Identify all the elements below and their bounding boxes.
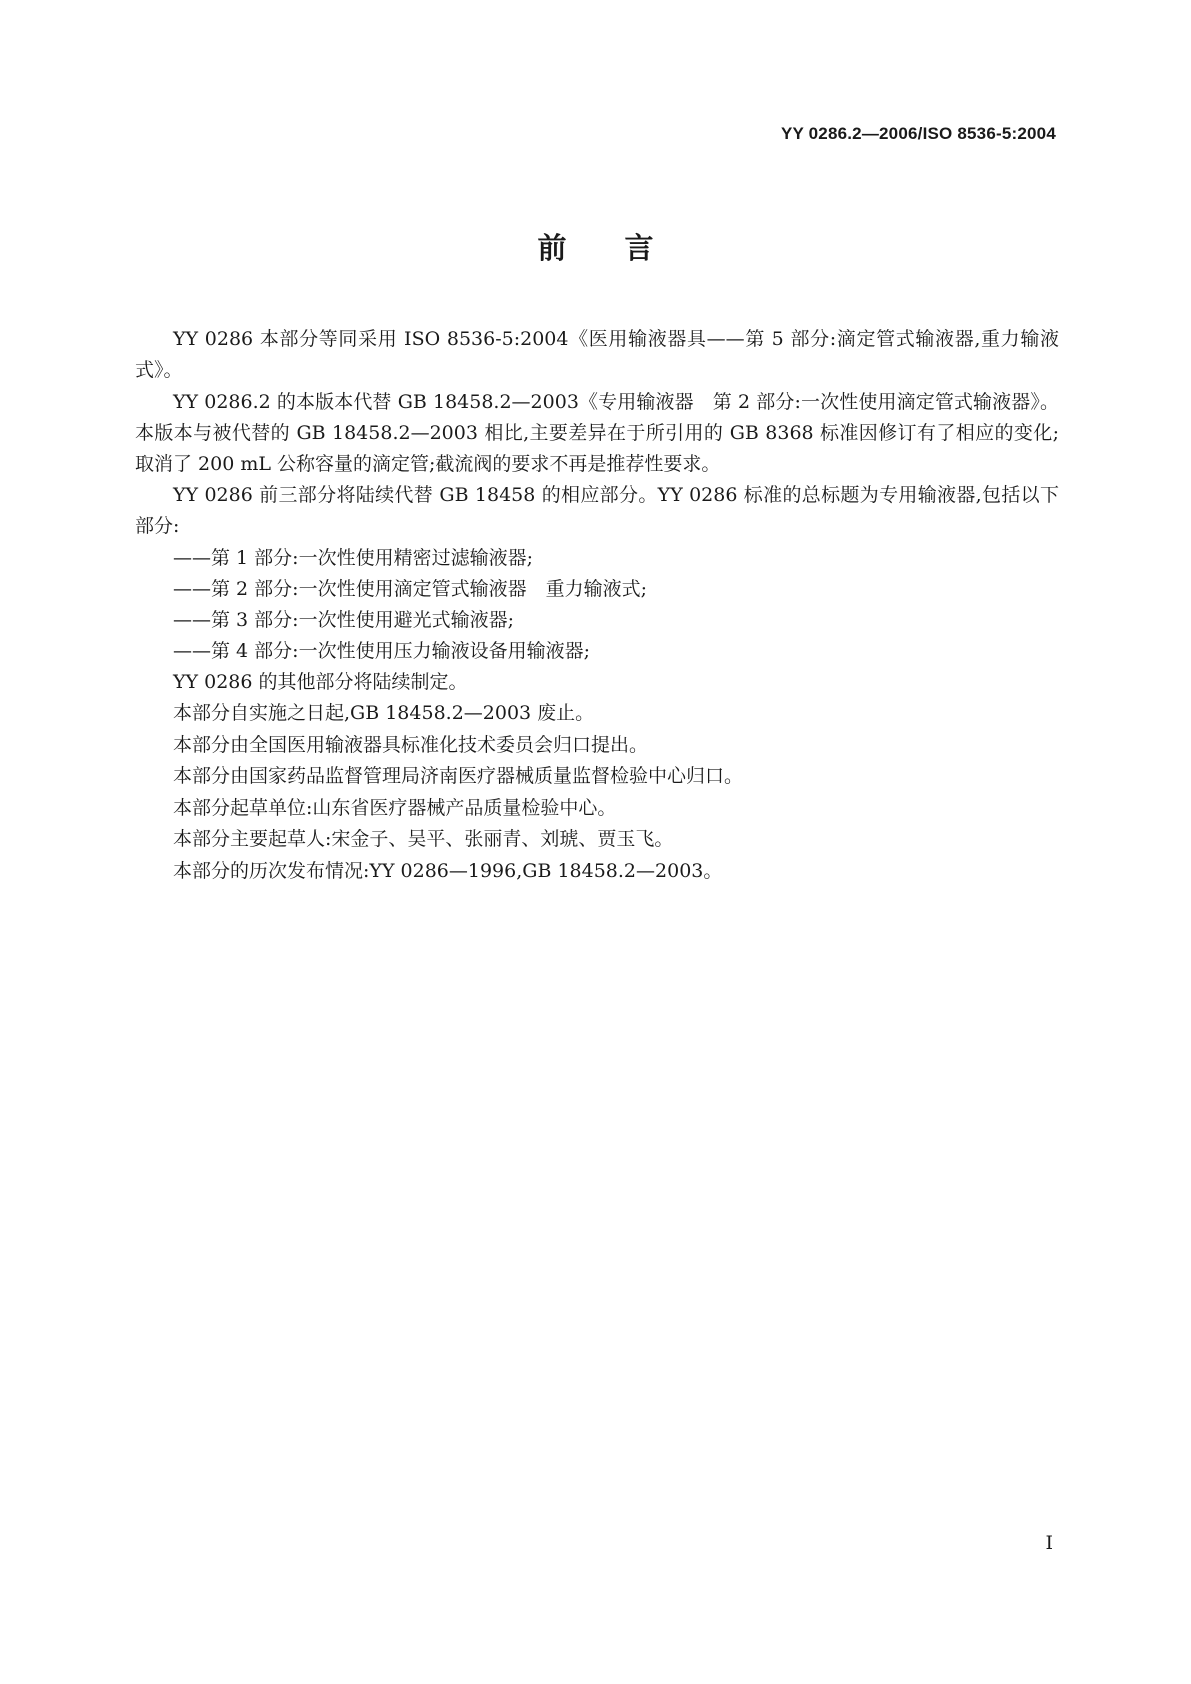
paragraph: YY 0286.2 的本版本代替 GB 18458.2—2003《专用输液器 第 2 部分:一次性使用滴定管式输液器》。本版本与被代替的 GB 18458.2—2003 相比,主要差异在于所引用的 GB 8368 标准因修订有了相应的变化;取消了 200 mL 公称容量的滴定管;截流阀的要求不再是推荐性要求。 — [135, 390, 1059, 475]
list-item: ——第 2 部分:一次性使用滴定管式输液器 重力输液式; — [173, 577, 647, 600]
paragraph: YY 0286 前三部分将陆续代替 GB 18458 的相应部分。YY 0286 标准的总标题为专用输液器,包括以下部分: — [135, 484, 1059, 537]
paragraph: YY 0286 的其他部分将陆续制定。 — [173, 670, 468, 693]
standard-number: YY 0286.2—2006/ISO 8536-5:2004 — [780, 124, 1056, 143]
list-item: ——第 4 部分:一次性使用压力输液设备用输液器; — [173, 639, 590, 662]
paragraph: 本部分自实施之日起,GB 18458.2—2003 废止。 — [173, 702, 595, 724]
paragraph: 本部分起草单位:山东省医疗器械产品质量检验中心。 — [173, 796, 617, 819]
paragraph: 本部分由国家药品监督管理局济南医疗器械质量监督检验中心归口。 — [173, 765, 744, 787]
paragraph: 本部分由全国医用输液器具标准化技术委员会归口提出。 — [173, 733, 649, 756]
list-item: ——第 1 部分:一次性使用精密过滤输液器; — [173, 546, 533, 569]
parts-list — [135, 543, 1059, 667]
page-number: I — [1045, 1532, 1053, 1554]
page-title: 前言 — [537, 231, 712, 265]
paragraph: YY 0286 本部分等同采用 ISO 8536-5:2004《医用输液器具——第 5 部分:滴定管式输液器,重力输液式》。 — [135, 328, 1059, 381]
paragraph: 本部分主要起草人:宋金子、吴平、张丽青、刘琥、贾玉飞。 — [173, 828, 674, 850]
list-item: ——第 3 部分:一次性使用避光式输液器; — [173, 608, 514, 631]
foreword-body — [135, 324, 1059, 887]
paragraph: 本部分的历次发布情况:YY 0286—1996,GB 18458.2—2003。 — [173, 859, 723, 882]
